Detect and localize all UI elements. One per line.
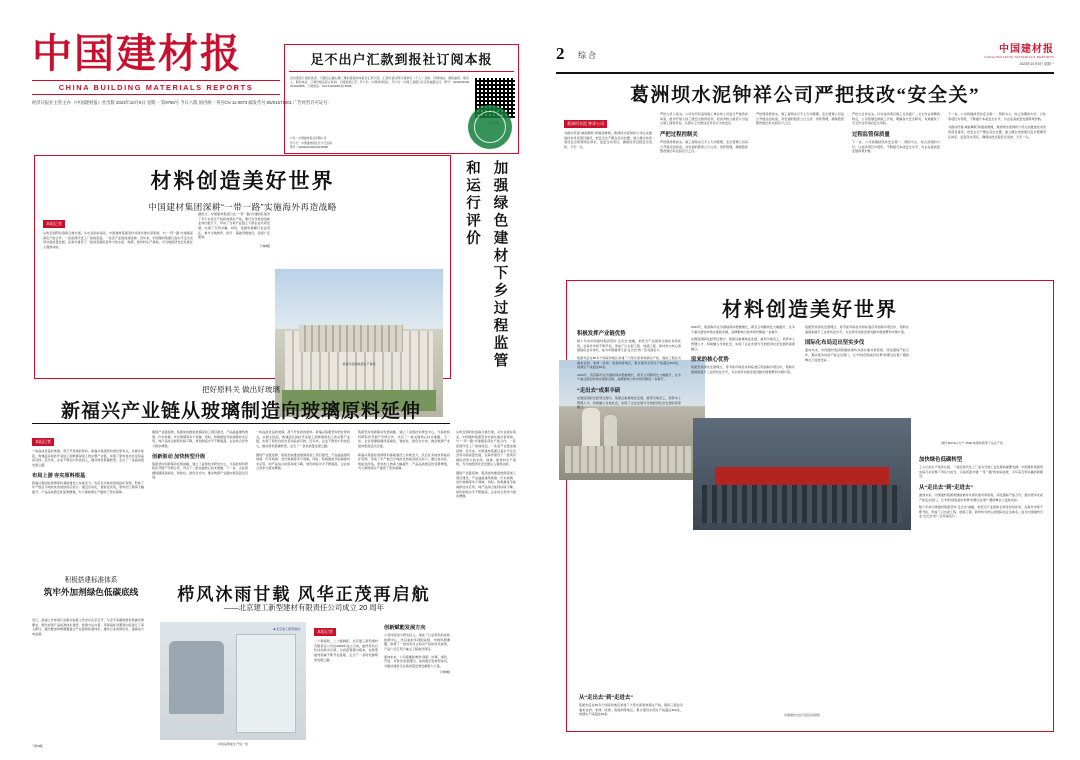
vertical-headline-text: 加强绿色建材下乡过程监管和运行评价 — [464, 160, 508, 370]
bottom-center-jump-ref[interactable]: 下转8版 — [439, 670, 450, 675]
column-1-text-b: 新福兴集团在玻璃原料基地建设上持续发力，先后在多地布局硅砂矿资源，形成了年产数百万吨的优质硅砂供应能力。通过自动化、智能化改造，原料加工效率大幅提升，产品品质稳定性显著增强，为下游玻璃生产提供了坚实保障。 — [32, 480, 144, 494]
right-framed-photo-bottom — [693, 418, 911, 530]
framed-col-4: 工人们在生产线旁忙碌，一座座现代化工厂成为当地工业发展的重要支撑。中国建材集团用实际行动诠释了责任与担当，以高质量共建“一带一路”的实际成效，书写着互利共赢的新篇章。 — [919, 465, 1043, 479]
photo-logo: ■ 北京建工新型建材 — [273, 626, 301, 631]
photo-silo-2 — [604, 415, 617, 449]
promo-contact-line-2: 开户行：中国建材报社开户行名称 — [290, 140, 332, 145]
right-page-logo — [984, 40, 1054, 66]
framed-col-3: 集团坚持绿色发展理念，将节能环保技术和标准应用到海外项目中，帮助共建国家提升工业绿色化水平，为全球可持续发展贡献中国智慧和中国方案。 — [805, 325, 909, 334]
framed-subhead-5: 从“走出去”到“走进去” — [919, 484, 973, 491]
right-framed-photo-top-caption: 钟祥 BAYAH 生产 2500 吨熟料新型干法生产线 — [941, 441, 1003, 445]
photo-buildings-back — [299, 325, 403, 352]
right-framed-title: 材料创造美好世界 — [722, 299, 898, 321]
framed-col-2: 2023年，集团海外业务继续保持稳健增长，新签合同额同比大幅提升，在多个重点国别市场实现新突破，品牌影响力和市场份额进一步提升。 — [691, 325, 795, 334]
bottom-center-title: 栉风沐雨甘载 风华正茂再启航 — [177, 585, 431, 604]
photo-doorway — [236, 634, 296, 733]
column-2-text-b: 集团坚持创新驱动发展战略，建立了省级技术研发中心，与高校和科研院所开展产学研合作，攻克了一批关键核心技术难题。下一步，企业将继续围绕高端化、智能化、绿色化方向，推动玻璃产业链向更高层次迈进。 — [152, 461, 248, 480]
framed-col-5: 集团先后在60多个国家和地区承建了大型水泥和玻璃生产线，国际工程业务遍布亚洲、非洲、欧洲、南美洲等地区，累计建设水泥生产线超过300条，玻璃生产线超过60条。 — [579, 703, 683, 717]
right-col-4: 严把交叉作业关。针对技改项目施工点多面广、交叉作业频繁的特点，公司统筹安排施工计划，明确各方安全职责，有效避免了交叉作业带来的安全风险。 — [852, 112, 940, 126]
column-1 — [32, 430, 144, 494]
framed-col-2c: 集团坚持绿色发展理念，将节能环保技术和标准应用到海外项目中，帮助共建国家提升工业绿色化水平，为全球可持续发展贡献中国智慧和中国方案。 — [691, 365, 795, 374]
photo-equipment — [169, 641, 224, 714]
right-col-4b: 下一步，公司将继续坚持安全第一、预防为主、综合治理的方针，以技改项目为契机，不断提升本质安全水平，为企业高质量发展保驾护航。 — [852, 139, 940, 154]
vertical-headline — [456, 160, 514, 375]
lead-article-jump-ref[interactable]: 下转8版 — [259, 243, 270, 248]
column-2 — [152, 430, 248, 480]
masthead-title-en: CHINA BUILDING MATERIALS REPORTS — [32, 80, 280, 95]
promo-contact-line-1: 户名：中国建材报社有限公司 — [290, 136, 327, 141]
bottom-center-col-3: 面向未来，公司将继续秉承“创新、协调、绿色、开放、共享”的发展理念，加快数字化转型步伐，为推动建材行业高质量发展贡献更大力量。 — [384, 654, 450, 668]
framed-subhead-0: 积极发挥产业链优势 — [577, 331, 626, 337]
bottom-center-col-1: 二十载春秋，二十载耕耘。北京建工新型建材有限责任公司自2003年成立以来，始终坚持以科技创新为引领，以质量管理为根本，在新型建材领域不断开拓进取，走出了一条特色鲜明的发展之路。 — [314, 639, 378, 662]
column-1-text: 一块品质优良的玻璃，离不开优质的原料。新福兴集团坚持把好原料关，从源头抓起，构建起从硅砂开采加工到玻璃深加工的完整产业链，实现了原料自给自足和品质可控。近年来，企业不断加大科技投入，推动绿色低碳转型，走出了一条高质量发展之路。 — [32, 449, 144, 467]
right-col-2: 严把人员入场关。公司对所有进场施工单位和人员进行严格资质审查，组织开展入场三级安全教育培训，培训考核合格后方可进入施工现场作业，从源头上杜绝违章作业行为的发生。 — [660, 112, 748, 126]
second-article-kicker: 把好原料关 做出好玻璃 — [201, 385, 281, 394]
column-5-text: 从埃及到阿拉伯联合酋长国，从中亚到东南亚，中国建材集团坚持共商共建共享原则，与“一带一路”共建国家深化产能合作，一座座现代化工厂拔地而起，一条条产业链加速延伸。近年来，中国建材集团以高水平走出去带动高质量发展，在海外建设了一批具有国际竞争力的水泥、玻璃、新材料生产基地，为当地经济社会发展注入强劲动能。 — [456, 430, 516, 467]
column-3-text: 一块品质优良的玻璃，离不开优质的原料。新福兴集团坚持把好原料关，从源头抓起，构建起从硅砂开采加工到玻璃深加工的完整产业链，实现了原料自给自足和品质可控。近年来，企业不断加大科技投入，推动绿色低碳转型，走出了一条高质量发展之路。 — [256, 430, 350, 448]
right-top-columns — [556, 112, 1054, 282]
lead-article-title: 材料创造美好世界 — [150, 169, 335, 193]
right-col-5: 下一步，公司将继续坚持安全第一、预防为主、综合治理的方针，以技改项目为契机，不断提升本质安全水平，为企业高质量发展保驾护航。 — [948, 112, 1046, 121]
right-subhead-0: 过程监管保质量 — [852, 131, 890, 138]
framed-col-1: 数十年来中国建材集团坚持“走出去”战略，依托全产业链和全球化布局优势，在海外市场不断开拓，形成了以水泥工程、玻璃工程、新材料为核心的国际化业务体系，成为中国建材行业“走出去”的一张亮丽名片。 — [577, 339, 681, 353]
column-2-subhead: 创新驱动 加快转型升级 — [152, 453, 206, 460]
lead-article-body: 从埃及到阿拉伯联合酋长国，从中亚到东南亚，中国建材集团坚持共商共建共享原则，与“一带一路”共建国家深化产能合作，一座座现代化工厂拔地而起，一条条产业链加速延伸。近年来，中国建材集团以高水平走出去带动高质量发展，在海外建设了一批具有国际竞争力的水泥、玻璃、新材料生产基地，为当地经济社会发展注入强劲动能。 — [43, 231, 193, 249]
right-col-2b: 严把现场管控关。施工现场实行专人专岗管理，安全管理人员每日开展巡回检查，对发现的隐患立行立改、闭环管理，确保隐患整改到位率达到百分之百。 — [660, 139, 748, 154]
bottom-center-col-2: 公司持续加大研发投入，建成了行业领先的实验检测中心，先后承担多项国家级、市级科研课题，取得了一批具有自主知识产权的技术成果，产品广泛应用于重点工程建设项目。 — [384, 633, 450, 651]
framed-col-4b: 面向未来，中国建材集团将继续秉持共商共建共享原则，深化国际产能合作，推动更多优质产能走出国门，让“材料创造美好世界”的理念在更广阔的舞台上绽放光彩。 — [919, 492, 1043, 502]
masthead-title-cn: 中国建材报 — [32, 31, 242, 76]
photo-crowd — [702, 485, 903, 523]
framed-col-2b: 在推进国际化经营过程中，集团注重属地化发展，雇用当地员工，培养本土管理人才，积极融入当地社会，实现了企业发展与当地经济社会发展的深度融合。 — [691, 337, 795, 351]
header-rule — [556, 72, 1054, 74]
official-seal-icon — [468, 105, 512, 149]
framed-col-1b: 集团先后在60多个国家和地区承建了大型水泥和玻璃生产线，国际工程业务遍布亚洲、非洲、欧洲、南美洲等地区，累计建设水泥生产线超过300条，玻璃生产线超过60条。 — [577, 355, 681, 370]
lead-article-mid-body: 据统计，中国建材集团已在“一带一路”共建国家建设了多个水泥生产线和玻璃生产线，累计为当地创造就业岗位数万个，带动了当地产业链上下游企业共同发展，实现了互利共赢。同时，集团积极履行社会责任，参与当地教育、医疗、基础设施建设，受到广泛赞誉。 — [198, 212, 270, 240]
lead-article-body-col — [43, 212, 193, 370]
column-4-text-b: 新福兴集团在玻璃原料基地建设上持续发力，先后在多地布局硅砂矿资源，形成了年产数百万吨的优质硅砂供应能力。通过自动化、智能化改造，原料加工效率大幅提升，产品品质稳定性显著增强，为下游玻璃生产提供了坚实保障。 — [358, 452, 450, 471]
right-subhead-1: 严把过程控制关 — [660, 131, 698, 138]
framed-col-3b: 面向未来，中国建材集团将继续秉持共商共建共享原则，深化国际产能合作，推动更多优质产能走出国门，让“材料创造美好世界”的理念在更广阔的舞台上绽放光彩。 — [805, 348, 909, 362]
framed-subhead-5b: 从“走出去”到“走进去” — [579, 695, 633, 702]
right-col-3: 严把现场管控关。施工现场实行专人专岗管理，安全管理人员每日开展巡回检查，对发现的隐患立行立改、闭环管理，确保隐患整改到位率达到百分之百。 — [756, 112, 844, 126]
lead-article — [34, 155, 451, 379]
lead-article-mid-col — [198, 212, 270, 370]
framed-subhead-1: 原来的核心优势 — [691, 357, 729, 364]
right-byline: 葛洲坝水泥 钟祥公司 — [564, 120, 607, 128]
bottom-center-subhead: 创新赋能发展方向 — [384, 625, 426, 631]
left-page — [32, 28, 517, 748]
framed-col-1d: 在推进国际化经营过程中，集团注重属地化发展，雇用当地员工，培养本土管理人才，积极融入当地社会，实现了企业发展与当地经济社会发展的深度融合。 — [577, 396, 681, 410]
promo-contact-line-3: 账号：0200001400014440585 — [290, 144, 328, 149]
second-article-title: 新福兴产业链从玻璃制造向玻璃原料延伸 — [60, 401, 421, 422]
page-number: 2 — [556, 44, 565, 63]
right-col-5b: 为推动设备“减能降耗”和提质增效，葛洲坝水泥钟祥公司扎实推进技术改造项目建设，把安全生产摆在突出位置，建立健全技改项目安全管理责任体系，层层压实责任，确保技改过程安全受控、万无一失。 — [948, 125, 1046, 139]
column-3-text-b: 围绕产业链延伸，集团加快推进玻璃深加工项目建设，产品涵盖建筑玻璃、汽车玻璃、光伏玻璃等多个领域。同时，积极推进节能减排技术应用，吨产品综合能耗持续下降，绿色制造水平不断提高，企业综合竞争力稳步增强。 — [256, 452, 350, 471]
bottom-left-jump-ref[interactable]: 下转3版 — [32, 744, 43, 748]
right-logo-date: 2023年10月8日 星期一 — [1019, 62, 1054, 66]
right-framed-photo-bottom-caption: 中国建材文化交流活动现场 — [783, 713, 820, 717]
column-3 — [256, 430, 350, 471]
promo-title: 足不出户汇款到报社订阅本报 — [285, 45, 518, 71]
column-5-sidebar — [456, 430, 516, 499]
column-5-text-b: 围绕产业链延伸，集团加快推进玻璃深加工项目建设，产品涵盖建筑玻璃、汽车玻璃、光伏玻璃等多个领域。同时，积极推进节能减排技术应用，吨产品综合能耗持续下降，绿色制造水平不断提高，企业综合竞争力稳步增强。 — [456, 471, 516, 499]
subscription-promo-box — [284, 44, 519, 154]
framed-col-4c: 数十年来中国建材集团坚持“走出去”战略，依托全产业链和全球化布局优势，在海外市场不断开拓，形成了以水泥工程、玻璃工程、新材料为核心的国际化业务体系，成为中国建材行业“走出去”的一张亮丽名片。 — [919, 505, 1043, 519]
photo-silo — [582, 408, 600, 449]
right-framed-article — [566, 280, 1054, 732]
right-col-1: 为推动设备“减能降耗”和提质增效，葛洲坝水泥钟祥公司扎实推进技术改造项目建设，把安全生产摆在突出位置，建立健全技改项目安全管理责任体系，层层压实责任，确保技改过程安全受控、万无一失。 — [564, 131, 652, 149]
right-page — [556, 28, 1054, 730]
masthead-meta: 经济日报社主管主办 《中国建材报》社出版 2023年10月8日 星期一 第9786号 今日八版 国内统一刊号CN 11-0073 邮发代号:05/01571801 广告经营许可证号: — [32, 100, 329, 105]
framed-subhead-2: 国际化布局迈出坚实步伐 — [805, 340, 865, 347]
framed-subhead-4: “走出去”成果丰硕 — [577, 388, 621, 395]
framed-subhead-3: 加快绿色低碳转型 — [919, 457, 963, 463]
column-4 — [358, 430, 450, 471]
bottom-center-photo-caption: 实验室智能生产线一角 — [217, 742, 248, 746]
promo-contact — [290, 136, 430, 149]
lead-article-photo-caption: 某海外高端玻璃生产基地 — [342, 362, 376, 366]
lead-article-tag: 本报记者 — [43, 220, 65, 228]
promo-body: 会员阅读订阅的读者，可通过扫描右侧二维码直接向本报社汇款订阅，汇款时请注明订阅单位（个人）名称、详细地址、邮政编码、联系人、联系电话、订阅份数及起止时间。订阅款请汇至：开户名：中国建材报社；开户行：中国工商银行北京阜成路支行；账号：0200004109014440585。订阅电话：010-51164666 转 8008。 — [290, 76, 469, 89]
column-2-text: 围绕产业链延伸，集团加快推进玻璃深加工项目建设，产品涵盖建筑玻璃、汽车玻璃、光伏玻璃等多个领域。同时，积极推进节能减排技术应用，吨产品综合能耗持续下降，绿色制造水平不断提高，企业综合竞争力稳步增强。 — [152, 430, 248, 448]
right-headline: 葛洲坝水泥钟祥公司严把技改“安全关” — [629, 85, 980, 106]
bottom-center-photo — [160, 622, 306, 740]
photo-sheds — [565, 446, 699, 472]
second-article-tag: 本报记者 — [32, 438, 54, 446]
section-label: 综合 — [578, 51, 598, 60]
bottom-left-title: 筑牢外加剂绿色低碳底线 — [43, 587, 139, 597]
masthead — [32, 31, 329, 106]
column-4-text: 集团坚持创新驱动发展战略，建立了省级技术研发中心，与高校和科研院所开展产学研合作，攻克了一批关键核心技术难题。下一步，企业将继续围绕高端化、智能化、绿色化方向，推动玻璃产业链向更高层次迈进。 — [358, 430, 450, 448]
bottom-center-subtitle: ——北京建工新型建材有限责任公司成立 20 周年 — [223, 603, 385, 612]
column-1-subhead: 布局上游 夯实原料根基 — [32, 472, 86, 479]
bottom-left-kicker: 积极搭建标准体系 — [64, 577, 118, 584]
bottom-left-body: 近日，混凝土外加剂行业相关标准工作会议在京召开，与会专家围绕绿色低碳发展要求，就外加剂产品标准体系建设、检测方法完善、环保指标设置等内容进行了深入研讨，提出要加快构建覆盖全产业链的标准体系，推动行业向绿色化、高端化方向发展。 — [32, 618, 144, 636]
headline-divider — [32, 423, 450, 424]
right-logo-en: CHINA BUILDING MATERIALS REPORTS — [984, 55, 1054, 59]
framed-col-1c: 2023年，集团海外业务继续保持稳健增长，新签合同额同比大幅提升，在多个重点国别市场实现新突破，品牌影响力和市场份额进一步提升。 — [577, 372, 681, 382]
lead-article-subtitle: 中国建材集团深耕“一带一路”实施海外再造战略 — [148, 202, 337, 212]
bottom-center-tag: 本报记者 — [314, 628, 336, 636]
right-logo-cn: 中国建材报 — [999, 44, 1054, 55]
